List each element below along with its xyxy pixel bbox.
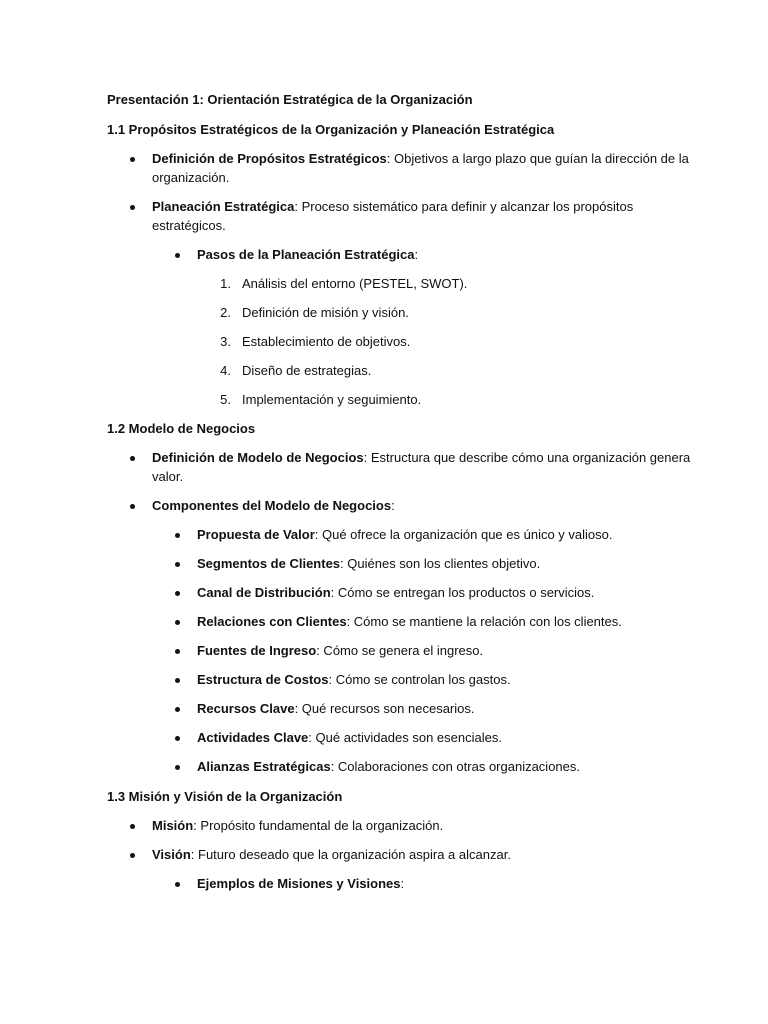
list-item-vision — [152, 847, 511, 863]
bullet-icon — [130, 824, 135, 829]
term-label: Ejemplos de Misiones y Visiones — [197, 876, 401, 891]
step-text: Definición de misión y visión. — [242, 305, 409, 320]
component-item — [197, 585, 594, 601]
term-label: Alianzas Estratégicas — [197, 759, 331, 774]
bullet-icon — [130, 504, 135, 509]
bullet-icon — [130, 456, 135, 461]
component-item — [197, 556, 540, 572]
definition-text: : Cómo se mantiene la relación con los clientes. — [346, 614, 622, 629]
step-number: 1. — [220, 276, 231, 291]
section-heading-1-2: 1.2 Modelo de Negocios — [107, 421, 256, 436]
bullet-icon — [175, 678, 180, 683]
definition-text-continued: valor. — [152, 469, 184, 484]
bullet-icon — [175, 620, 180, 625]
term-label: Pasos de la Planeación Estratégica — [197, 247, 415, 262]
list-item-pasos — [197, 247, 418, 263]
bullet-icon — [130, 205, 135, 210]
bullet-icon — [175, 882, 180, 887]
definition-text-continued: organización. — [152, 170, 230, 185]
definition-text: : Cómo se genera el ingreso. — [316, 643, 484, 658]
bullet-icon — [175, 649, 180, 654]
colon-text: : — [414, 247, 419, 262]
component-item — [197, 672, 511, 688]
term-label: Recursos Clave — [197, 701, 295, 716]
step-text: Diseño de estrategias. — [242, 363, 372, 378]
section-heading-1-1: 1.1 Propósitos Estratégicos de la Organización y Planeación Estratégica — [107, 122, 555, 137]
term-label: Planeación Estratégica — [152, 199, 295, 214]
component-item — [197, 730, 502, 746]
bullet-icon — [130, 157, 135, 162]
bullet-icon — [175, 533, 180, 538]
colon-text: : — [391, 498, 395, 513]
definition-text: : Objetivos a largo plazo que guían la dirección de la — [386, 151, 689, 166]
component-item — [197, 701, 474, 717]
term-label: Definición de Propósitos Estratégicos — [152, 151, 387, 166]
term-label: Relaciones con Clientes — [197, 614, 347, 629]
list-item-propositos — [152, 151, 689, 167]
term-label: Componentes del Modelo de Negocios — [152, 498, 392, 513]
list-item-definicion-modelo — [152, 450, 690, 466]
definition-text: : Estructura que describe cómo una organización genera — [363, 450, 691, 465]
bullet-icon — [175, 736, 180, 741]
definition-text: : Qué actividades son esenciales. — [308, 730, 502, 745]
bullet-icon — [175, 765, 180, 770]
step-number: 5. — [220, 392, 231, 407]
step-text: Establecimiento de objetivos. — [242, 334, 411, 349]
document-title: Presentación 1: Orientación Estratégica de la Organización — [107, 92, 473, 107]
component-item — [197, 643, 483, 659]
component-item — [197, 527, 613, 543]
definition-text: : Quiénes son los clientes objetivo. — [340, 556, 541, 571]
definition-text: : Cómo se controlan los gastos. — [328, 672, 511, 687]
definition-text: : Qué ofrece la organización que es único y valioso. — [314, 527, 613, 542]
step-number: 4. — [220, 363, 231, 378]
section-heading-1-3: 1.3 Misión y Visión de la Organización — [107, 789, 343, 804]
definition-text: : Futuro deseado que la organización aspira a alcanzar. — [190, 847, 511, 862]
term-label: Estructura de Costos — [197, 672, 329, 687]
component-item — [197, 614, 622, 630]
step-number: 3. — [220, 334, 231, 349]
term-label: Definición de Modelo de Negocios — [152, 450, 364, 465]
definition-text: : Colaboraciones con otras organizaciones. — [330, 759, 580, 774]
term-label: Misión — [152, 818, 194, 833]
bullet-icon — [175, 591, 180, 596]
definition-text-continued: estratégicos. — [152, 218, 226, 233]
term-label: Visión — [152, 847, 191, 862]
step-number: 2. — [220, 305, 231, 320]
list-item-mision — [152, 818, 443, 834]
term-label: Segmentos de Clientes — [197, 556, 341, 571]
step-text: Análisis del entorno (PESTEL, SWOT). — [242, 276, 468, 291]
colon-text: : — [400, 876, 405, 891]
component-item — [197, 759, 580, 775]
definition-text: : Qué recursos son necesarios. — [294, 701, 475, 716]
definition-text: : Proceso sistemático para definir y alcanzar los propósitos — [294, 199, 634, 214]
list-item-ejemplos — [197, 876, 404, 892]
bullet-icon — [130, 853, 135, 858]
definition-text: : Propósito fundamental de la organización. — [193, 818, 444, 833]
term-label: Actividades Clave — [197, 730, 309, 745]
list-item-componentes — [152, 498, 395, 514]
list-item-planeacion — [152, 199, 633, 215]
bullet-icon — [175, 707, 180, 712]
step-text: Implementación y seguimiento. — [242, 392, 422, 407]
definition-text: : Cómo se entregan los productos o servicios. — [330, 585, 595, 600]
term-label: Fuentes de Ingreso — [197, 643, 317, 658]
term-label: Canal de Distribución — [197, 585, 331, 600]
bullet-icon — [175, 253, 180, 258]
term-label: Propuesta de Valor — [197, 527, 315, 542]
bullet-icon — [175, 562, 180, 567]
